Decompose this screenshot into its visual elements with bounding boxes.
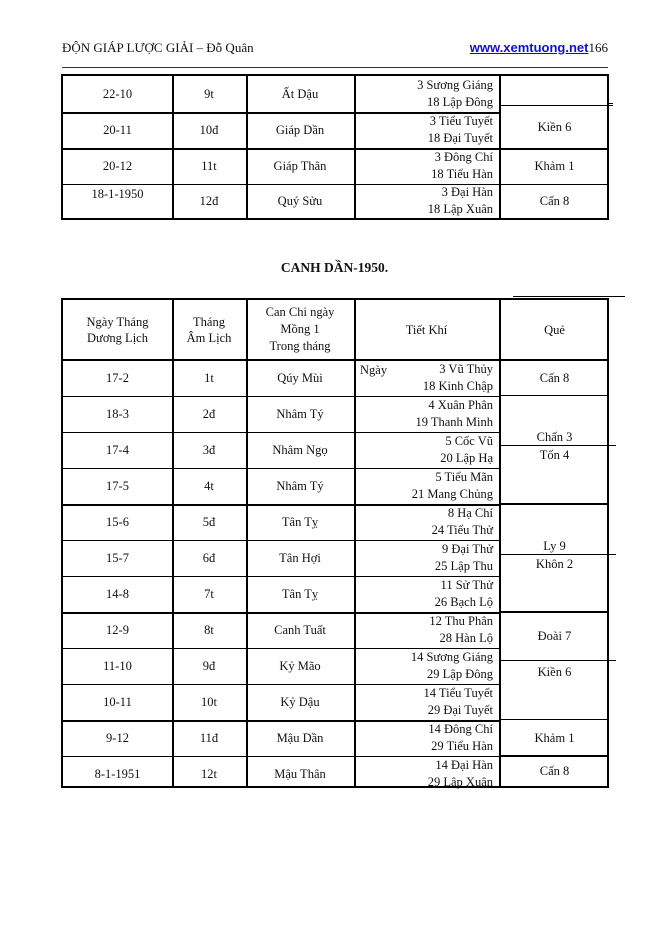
section-title: CANH DẦN-1950. [280, 260, 389, 275]
can-chi-cell: Nhâm Tý [276, 479, 324, 493]
page-header [62, 40, 608, 62]
header-row [63, 300, 607, 359]
que-cell: Đoài 7 [537, 629, 572, 643]
tiet-khi-cell [354, 432, 499, 468]
tiet-khi-cell [354, 684, 499, 720]
duong-lich-cell: 20-11 [103, 123, 132, 137]
table-row [63, 396, 607, 432]
que-cell: Kiền 6 [537, 665, 572, 679]
header-line: Âm Lịch [186, 330, 232, 345]
duong-lich-cell: 22-10 [102, 87, 133, 101]
table-row [63, 468, 607, 504]
tiet-khi-line: 12 Thu Phân [429, 614, 493, 628]
am-lich-cell: 11t [201, 159, 217, 173]
tiet-khi-line: 18 Lập Đông [427, 95, 493, 109]
header-line: Dương Lịch [87, 330, 148, 345]
tiet-khi-line: 18 Kinh Chập [422, 379, 493, 393]
tiet-khi-cell [354, 756, 499, 792]
tiet-khi-line: 29 Lập Xuân [427, 775, 493, 789]
am-lich-cell: 9đ [202, 659, 216, 673]
duong-lich-cell: 17-5 [106, 479, 129, 493]
tiet-khi-line: 19 Thanh Minh [415, 415, 493, 429]
am-lich-cell: 10t [201, 695, 217, 709]
que-divider [500, 503, 607, 505]
header-can-chi [246, 300, 354, 359]
tiet-khi-line: 20 Lập Hạ [440, 451, 493, 465]
header-line: Can Chi ngày [265, 305, 335, 319]
header-line: Tháng [193, 314, 225, 329]
tiet-khi-line: 29 Tiểu Hàn [431, 739, 493, 753]
duong-lich-cell: 14-8 [106, 587, 129, 601]
duong-lich-cell: 18-1-1950 [91, 187, 144, 201]
tiet-khi-line: 18 Đại Tuyết [427, 131, 493, 145]
tiet-khi-cell [354, 396, 499, 432]
que-cell: Khôn 2 [535, 556, 574, 571]
tiet-khi-line: 3 Sương Giáng [417, 78, 493, 92]
tiet-khi-cell [354, 112, 499, 148]
table-row [63, 576, 607, 612]
can-chi-cell: Mậu Dần [276, 731, 324, 745]
tiet-khi-line: 5 Cốc Vũ [445, 434, 493, 448]
am-lich-cell: 12t [201, 767, 217, 781]
que-cell: Cấn 8 [539, 370, 570, 385]
tiet-khi-cell [354, 76, 499, 112]
tiet-khi-line: 18 Lập Xuân [427, 202, 493, 216]
am-lich-cell: 3đ [202, 443, 216, 457]
can-chi-cell: Tân Tỵ [281, 587, 319, 601]
header-line: Ngày Tháng [86, 314, 149, 329]
tiet-khi-line: 8 Hạ Chí [447, 506, 493, 520]
tiet-khi-line: 14 Tiểu Tuyết [423, 686, 493, 700]
table-row [63, 184, 607, 218]
que-cell: Khảm 1 [534, 730, 575, 745]
can-chi-cell: Nhâm Tý [276, 407, 324, 421]
que-cell: Kiền 6 [537, 120, 572, 134]
header-right [470, 40, 608, 56]
am-lich-cell: 8t [204, 623, 214, 637]
am-lich-cell: 2đ [202, 407, 216, 421]
que-cell: Tốn 4 [539, 447, 570, 462]
am-lich-cell: 12đ [199, 194, 219, 208]
tiet-khi-line: 28 Hàn Lộ [439, 631, 493, 645]
duong-lich-cell: 8-1-1951 [94, 767, 141, 781]
tiet-khi-line: 5 Tiểu Mãn [435, 470, 493, 484]
duong-lich-cell: 9-12 [106, 731, 129, 745]
tiet-khi-line: 3 Đại Hàn [441, 185, 493, 199]
prev-year-table [61, 74, 609, 220]
tiet-khi-cell [354, 360, 499, 396]
tiet-khi-line: 14 Đông Chí [428, 722, 493, 736]
duong-lich-cell: 10-11 [103, 695, 132, 709]
can-chi-cell: Kỷ Dậu [280, 695, 320, 709]
header-line: Trong tháng [269, 339, 331, 353]
duong-lich-cell: 11-10 [103, 659, 132, 673]
tiet-khi-cell [354, 184, 499, 218]
can-chi-cell: Tân Tỵ [281, 515, 319, 529]
tiet-khi-line: 4 Xuân Phân [428, 398, 493, 412]
tiet-khi-line: 21 Mang Chủng [411, 487, 493, 501]
que-cell: Cấn 8 [539, 194, 570, 208]
que-cell: Chấn 3 [536, 429, 573, 444]
header-rule [62, 67, 608, 68]
can-chi-cell: Ất Dậu [281, 87, 319, 101]
can-chi-cell: Mậu Thân [274, 767, 326, 781]
tiet-khi-line: 29 Đại Tuyết [427, 703, 493, 717]
tiet-khi-line: 9 Đại Thử [442, 542, 493, 556]
am-lich-cell: 10đ [199, 123, 219, 137]
tiet-khi-line: 24 Tiểu Thử [431, 523, 493, 537]
tiet-khi-line: 14 Đại Hàn [435, 758, 493, 772]
tiet-khi-line: 3 Tiểu Tuyết [429, 114, 493, 128]
can-chi-cell: Giáp Thân [273, 159, 327, 173]
can-chi-cell: Nhâm Ngọ [272, 443, 328, 457]
can-chi-cell: Canh Tuất [274, 623, 326, 637]
tiet-khi-line: 14 Sương Giáng [410, 650, 493, 664]
tiet-khi-cell [354, 148, 499, 184]
am-lich-cell: 4t [204, 479, 214, 493]
can-chi-cell: Giáp Dần [275, 123, 325, 137]
site-link[interactable]: www.xemtuong.net [469, 40, 589, 55]
duong-lich-cell: 20-12 [102, 159, 133, 173]
que-cell: Cấn 8 [539, 764, 570, 778]
header-line: Mồng 1 [280, 322, 320, 336]
am-lich-cell: 9t [204, 87, 214, 101]
tiet-khi-line: 25 Lập Thu [434, 559, 493, 573]
can-chi-cell: Kỷ Mão [279, 659, 321, 673]
header-tiet-khi: Tiết Khí [405, 322, 448, 337]
can-chi-cell: Tân Hợi [279, 551, 321, 565]
tiet-khi-cell [354, 648, 499, 684]
que-cell: Khảm 1 [534, 159, 575, 173]
duong-lich-cell: 17-2 [106, 371, 129, 385]
header-que: Quẻ [544, 322, 565, 337]
table-row [63, 504, 607, 540]
tiet-khi-cell [354, 540, 499, 576]
duong-lich-cell: 15-7 [106, 551, 129, 565]
tiet-khi-cell [354, 612, 499, 648]
page-number: 166 [588, 40, 608, 55]
tiet-khi-cell [354, 504, 499, 540]
duong-lich-cell: 12-9 [106, 623, 129, 637]
tiet-khi-line: 26 Bạch Lộ [434, 595, 493, 609]
stray-line [609, 103, 613, 104]
am-lich-cell: 1t [204, 371, 214, 385]
canh-dan-1950-table [61, 298, 609, 788]
tiet-khi-line: 18 Tiểu Hàn [431, 167, 493, 181]
can-chi-cell: Qúy Mùi [277, 371, 323, 385]
tiet-khi-line: 3 Đông Chí [434, 150, 493, 164]
am-lich-cell: 6đ [202, 551, 216, 565]
header-am-lich [172, 300, 246, 359]
que-cell: Ly 9 [543, 538, 566, 553]
table-row [63, 684, 607, 720]
tiet-khi-line: 3 Vũ Thủy [439, 362, 493, 376]
header-duong-lich [63, 300, 172, 359]
table-row [63, 148, 607, 184]
can-chi-cell: Quý Sửu [277, 194, 323, 208]
tiet-khi-cell [354, 720, 499, 756]
duong-lich-cell: 17-4 [106, 443, 129, 457]
duong-lich-cell: 15-6 [106, 515, 129, 529]
que-divider [500, 395, 607, 396]
book-title: ĐỘN GIÁP LƯỢC GIẢI – Đỗ Quân [62, 40, 254, 55]
tiet-khi-line: 11 Sử Thử [440, 578, 493, 592]
am-lich-cell: 7t [204, 587, 214, 601]
am-lich-cell: 11đ [199, 731, 219, 745]
duong-lich-cell: 18-3 [106, 407, 129, 421]
tiet-khi-line: 29 Lập Đông [427, 667, 493, 681]
tiet-khi-cell [354, 576, 499, 612]
stray-line [513, 296, 625, 297]
tiet-khi-cell [354, 468, 499, 504]
am-lich-cell: 5đ [202, 515, 216, 529]
ngay-label: Ngày [360, 363, 388, 377]
